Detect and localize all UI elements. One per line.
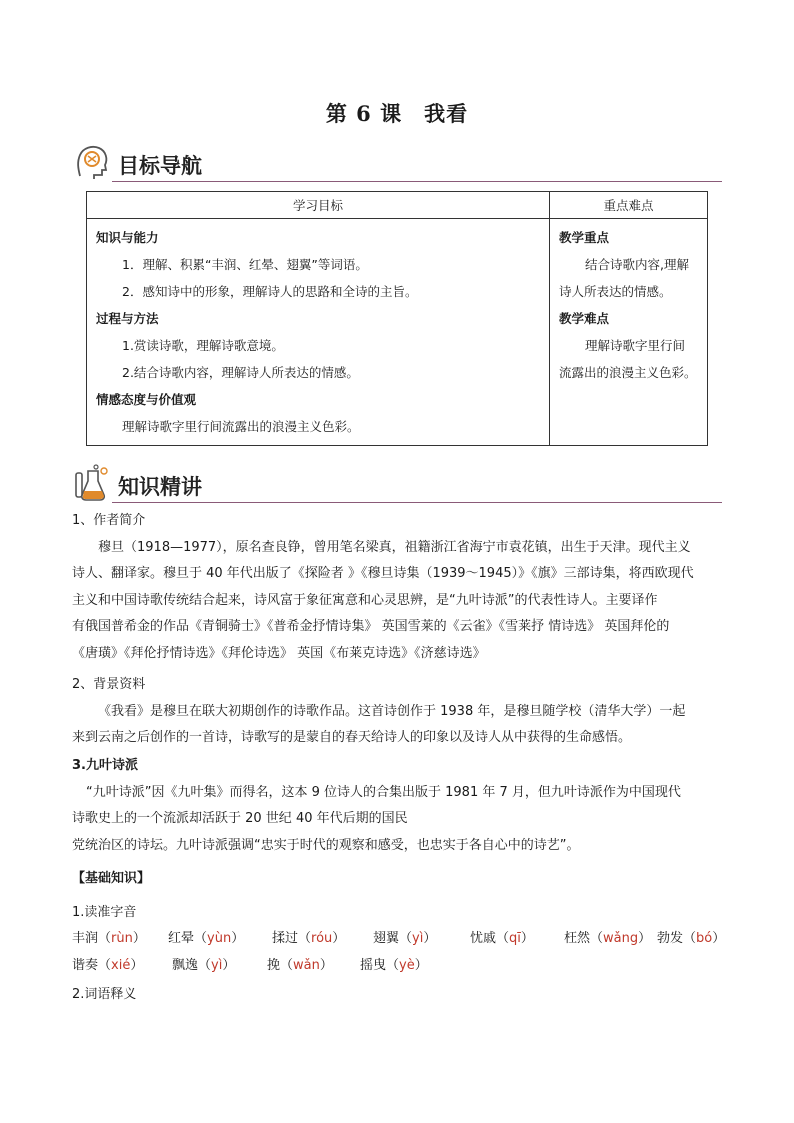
school-heading: 3.九叶诗派 bbox=[72, 758, 138, 773]
background-line: 来到云南之后创作的一首诗，诗歌写的是蒙自的春天给诗人的印象以及诗人从中获得的生命感悟。 bbox=[72, 730, 632, 745]
flask-lab-icon bbox=[72, 463, 112, 503]
section-knowledge-heading bbox=[72, 463, 722, 503]
author-section bbox=[72, 508, 722, 667]
goal-line: 过程与方法 bbox=[96, 311, 159, 326]
page-title: 第 6 课 我看 bbox=[325, 101, 469, 126]
pinyin-item: 红晕（yùn） bbox=[168, 931, 245, 946]
key-point-line: 流露出的浪漫主义色彩。 bbox=[559, 365, 697, 380]
author-line: 有俄国普希金的作品《青铜骑士》《普希金抒情诗集》 英国雪莱的《云雀》《雪莱抒 情诗选》 英国拜伦的 bbox=[72, 619, 670, 634]
goals-col-header: 学习目标 bbox=[87, 192, 550, 219]
pinyin-item: 忧戚（qī） bbox=[470, 931, 534, 946]
pinyin-row-1 bbox=[72, 926, 726, 952]
section-divider bbox=[112, 181, 722, 182]
school-line: 党统治区的诗坛。九叶诗派强调“忠实于时代的观察和感受，也忠实于各自心中的诗艺”。 bbox=[72, 837, 580, 853]
pronunciation-heading: 1.读准字音 bbox=[72, 905, 137, 920]
pinyin-item: 丰润（rùn） bbox=[72, 931, 146, 946]
basic-heading-block bbox=[72, 866, 722, 893]
pinyin-item: 枉然（wǎng） bbox=[564, 931, 652, 946]
vocab-heading: 2.词语释义 bbox=[72, 987, 137, 1002]
author-heading: 1、作者简介 bbox=[72, 513, 146, 528]
section-goals-label: 目标导航 bbox=[118, 154, 202, 178]
basic-heading: 【基础知识】 bbox=[72, 871, 151, 886]
pinyin-item: 翅翼（yì） bbox=[373, 931, 437, 946]
author-line: 《唐璜》《拜伦抒情诗选》《拜伦诗选》 英国《布莱克诗选》《济慈诗选》 bbox=[72, 645, 486, 661]
goal-line: 2.结合诗歌内容，理解诗人所表达的情感。 bbox=[122, 365, 359, 380]
pinyin-item: 揉过（róu） bbox=[272, 931, 346, 946]
school-line: “九叶诗派”因《九叶集》而得名，这本 9 位诗人的合集出版于 1981 年 7 月，但九叶诗派作为中国现代 bbox=[86, 784, 681, 800]
pinyin-item: 挽（wǎn） bbox=[267, 958, 333, 973]
pinyin-item: 飘逸（yì） bbox=[172, 958, 236, 973]
goal-line: 知识与能力 bbox=[96, 230, 159, 245]
pinyin-item: 谐奏（xié） bbox=[72, 958, 144, 973]
goal-line: 情感态度与价值观 bbox=[96, 392, 197, 407]
goal-line: 1.赏读诗歌，理解诗歌意境。 bbox=[122, 338, 284, 353]
key-points-cell bbox=[550, 219, 708, 446]
background-line: 《我看》是穆旦在联大初期创作的诗歌作品。这首诗创作于 1938 年，是穆旦随学校（清华大学）一起 bbox=[98, 703, 686, 719]
section-knowledge-label: 知识精讲 bbox=[118, 475, 202, 499]
background-heading: 2、背景资料 bbox=[72, 677, 146, 692]
section-goals-heading bbox=[72, 142, 722, 182]
school-line: 诗歌史上的一个流派却活跃于 20 世纪 40 年代后期的国民 bbox=[72, 811, 408, 826]
pinyin-row-2 bbox=[72, 953, 722, 979]
brain-head-icon bbox=[72, 142, 112, 182]
goal-line: 1．理解、积累“丰润、红晕、翅翼”等词语。 bbox=[122, 257, 368, 272]
key-point-line: 诗人所表达的情感。 bbox=[559, 284, 672, 299]
pinyin-item: 勃发（bó） bbox=[657, 931, 726, 946]
key-point-line: 教学难点 bbox=[559, 311, 610, 326]
vocab-heading-block bbox=[72, 982, 722, 1009]
goal-line: 理解诗歌字里行间流露出的浪漫主义色彩。 bbox=[122, 419, 360, 434]
section-divider bbox=[112, 502, 722, 503]
pinyin-item: 摇曳（yè） bbox=[360, 958, 428, 973]
key-point-line: 理解诗歌字里行间 bbox=[585, 338, 686, 353]
key-point-line: 结合诗歌内容,理解 bbox=[585, 257, 689, 272]
author-line: 穆旦（1918—1977），原名查良铮，曾用笔名梁真，祖籍浙江省海宁市袁花镇，出生于天津。现代主义 bbox=[98, 539, 691, 555]
key-points-col-header: 重点难点 bbox=[550, 192, 708, 219]
goals-cell bbox=[87, 219, 550, 446]
key-point-line: 教学重点 bbox=[559, 230, 610, 245]
author-line: 主义和中国诗歌传统结合起来，诗风富于象征寓意和心灵思辨，是“九叶诗派”的代表性诗人。主要译作 bbox=[72, 592, 658, 608]
author-line: 诗人、翻译家。穆旦于 40 年代出版了《探险者 》《穆旦诗集（1939～1945）》《旗》三部诗集，将西欧现代 bbox=[72, 566, 694, 581]
goal-line: 2．感知诗中的形象，理解诗人的思路和全诗的主旨。 bbox=[122, 284, 418, 299]
school-section bbox=[72, 753, 722, 859]
pronunciation-heading-block bbox=[72, 900, 722, 927]
goals-table bbox=[86, 191, 708, 446]
background-section bbox=[72, 672, 722, 752]
